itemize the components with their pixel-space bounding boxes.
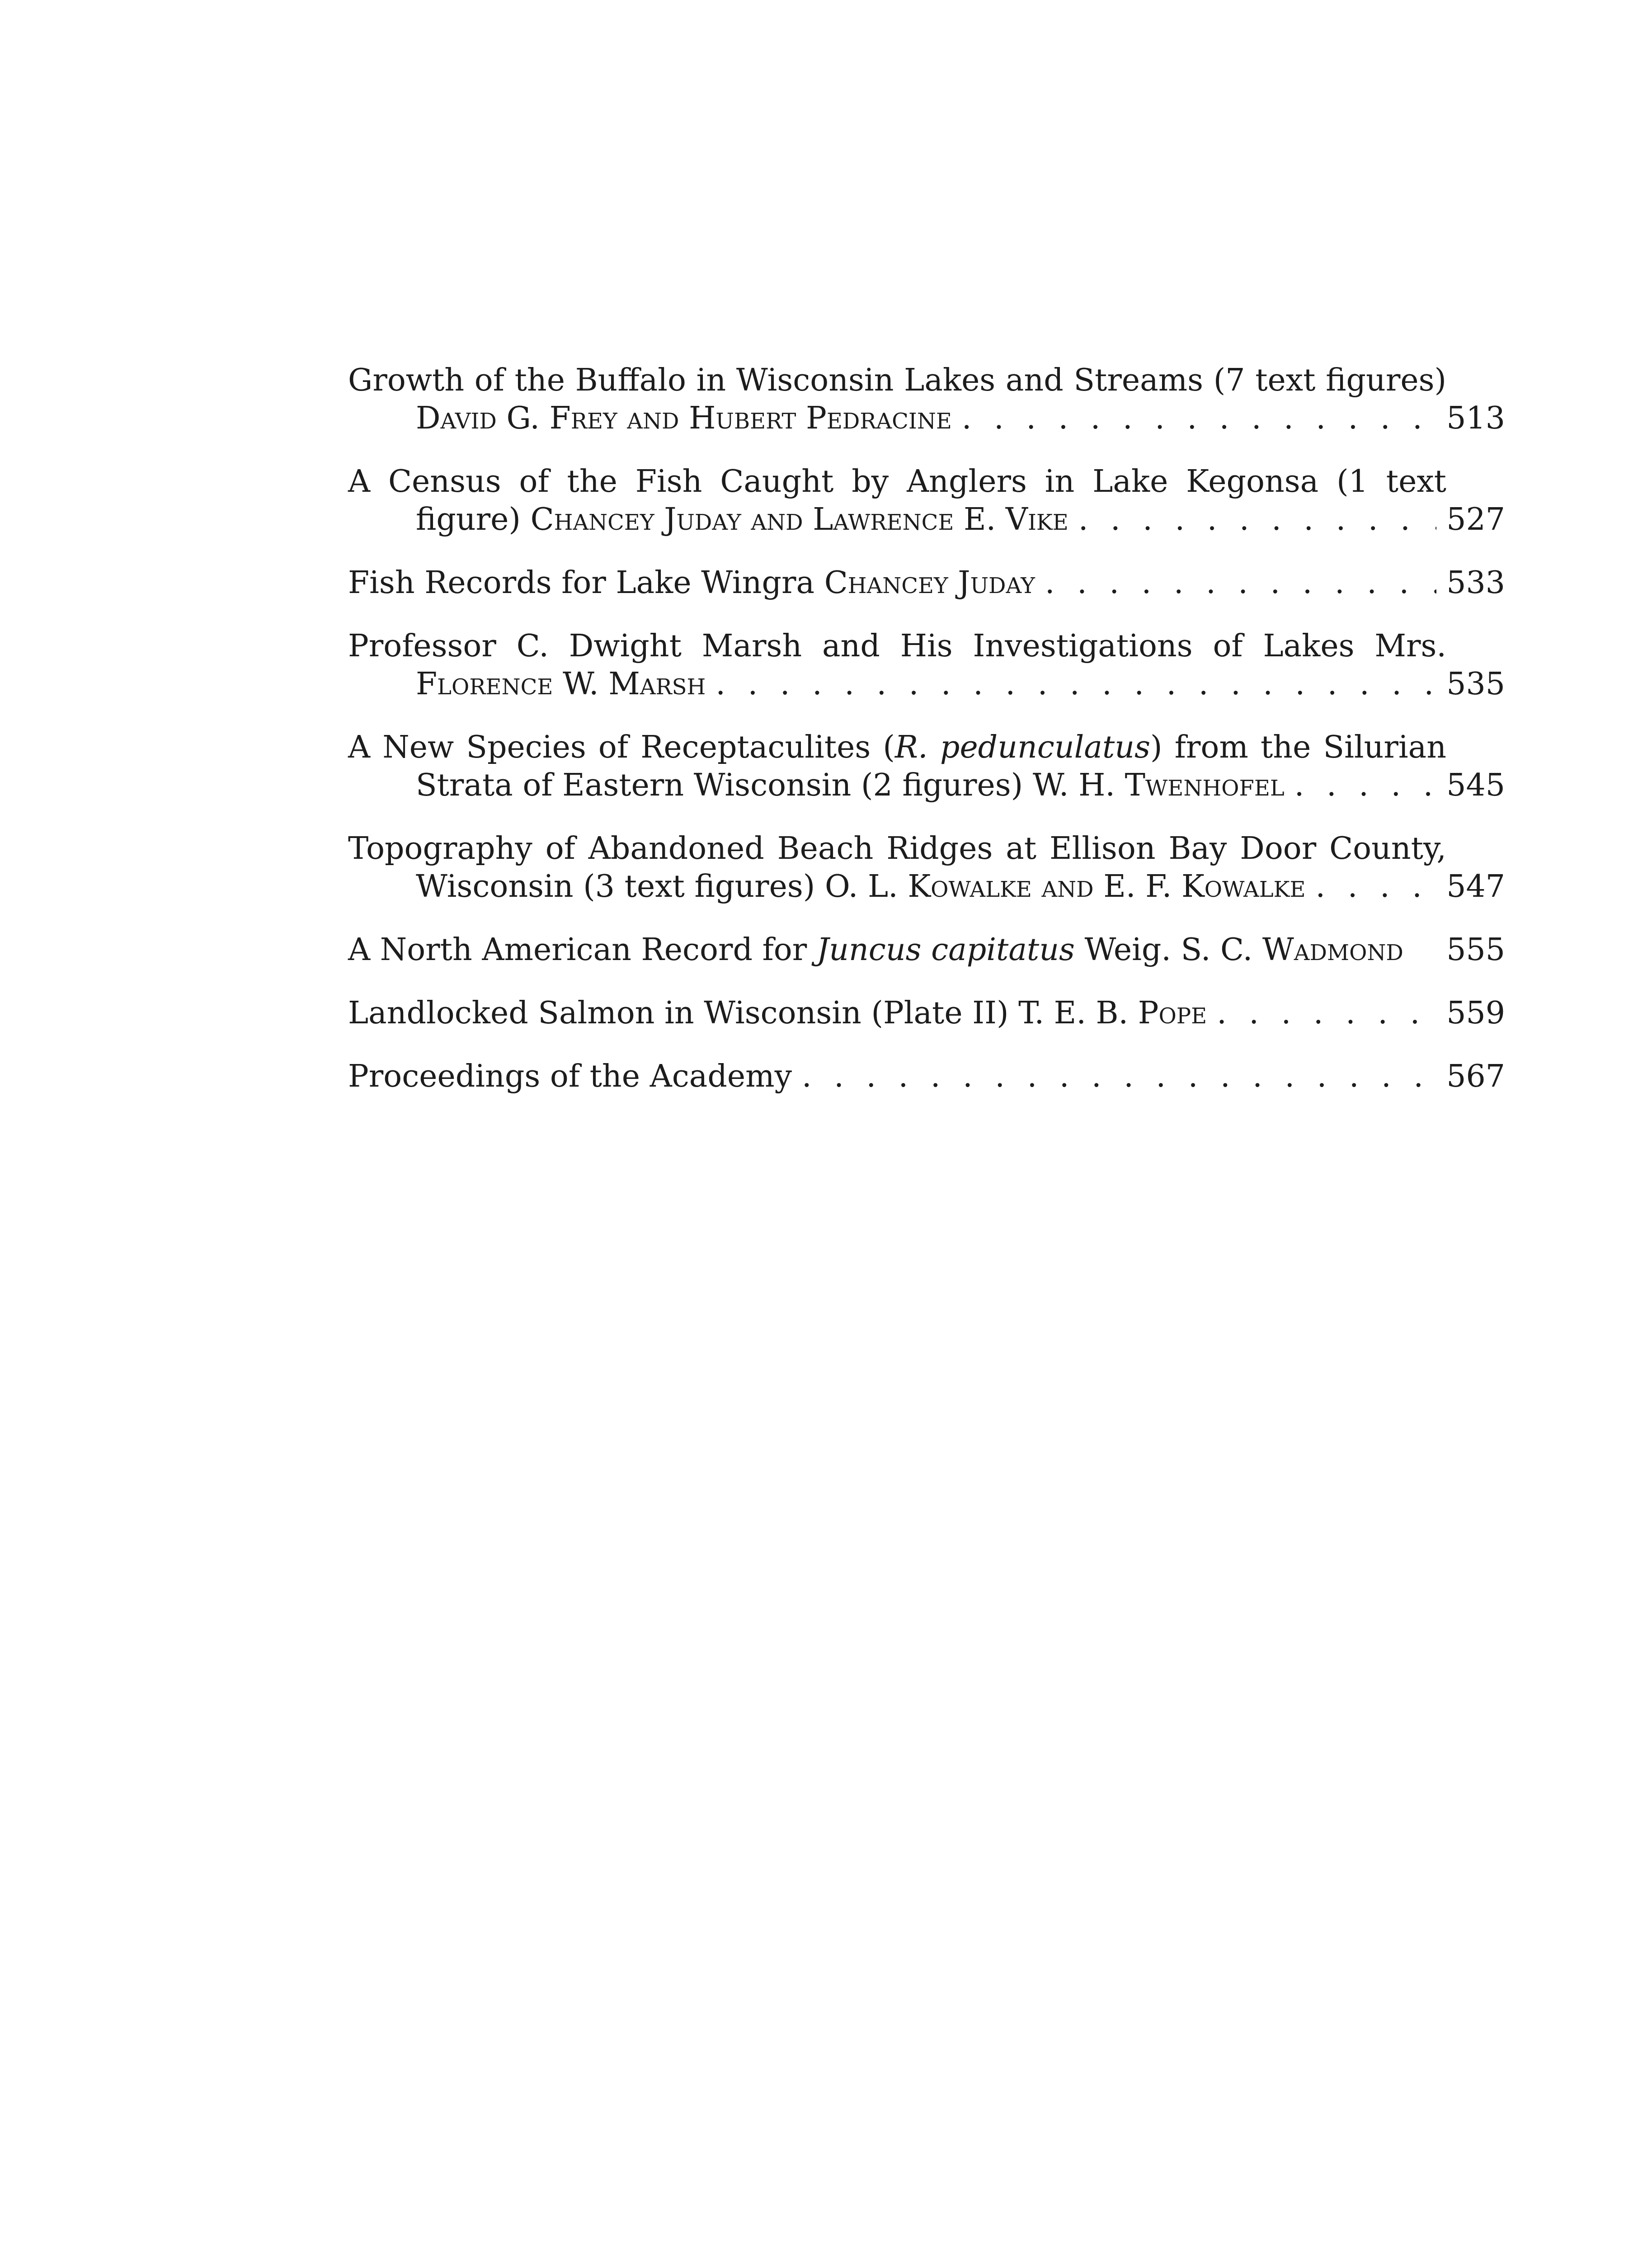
dot-leader: [1294, 767, 1436, 805]
entry-title-continued: Wisconsin (3 text figures): [416, 869, 815, 904]
page-number: 535: [1446, 666, 1505, 702]
page-number: 555: [1446, 932, 1505, 968]
entry-row: [348, 1058, 1505, 1096]
page-number: 559: [1446, 995, 1505, 1031]
entry-title: Fish Records for Lake Wingra: [348, 565, 815, 601]
entry-author-row: [348, 501, 1505, 539]
entry-title: Growth of the Buffalo in Wisconsin Lakes and Streams (7 text figures): [348, 363, 1446, 398]
entry-author-row: [348, 665, 1505, 703]
toc-entry: [348, 830, 1505, 906]
toc-entry: [348, 1058, 1505, 1096]
entry-authors: David G. Frey and Hubert Pedracine: [416, 400, 952, 436]
entry-title-end: ) from the Silurian: [1150, 730, 1446, 765]
entry-row: [348, 994, 1505, 1032]
entry-title: A Census of the Fish Caught by Anglers in Lake Kegonsa (1 text: [348, 464, 1446, 499]
entry-title-continued: figure): [416, 502, 521, 537]
entry-title: A North American Record for: [348, 932, 807, 968]
species-authority: Weig.: [1084, 932, 1172, 968]
entry-title: Professor C. Dwight Marsh and His Investigations of Lakes Mrs.: [348, 628, 1446, 664]
page-number: 547: [1446, 869, 1505, 904]
entry-title: Landlocked Salmon in Wisconsin (Plate II): [348, 995, 1009, 1031]
page-number: 567: [1446, 1059, 1505, 1094]
entry-authors: S. C. Wadmond: [1181, 932, 1403, 968]
entry-authors: W. H. Twenhofel: [1032, 767, 1285, 803]
entry-row: [348, 931, 1505, 969]
toc-entry: [348, 627, 1505, 703]
entry-authors: Chancey Juday: [824, 565, 1035, 601]
dot-leader: [1316, 868, 1437, 906]
dot-leader: [715, 665, 1436, 703]
dot-leader: [802, 1058, 1436, 1096]
entry-title-start: A New Species of Receptaculites (: [348, 730, 895, 765]
page-number: 513: [1446, 400, 1505, 436]
toc-entry: [348, 931, 1505, 969]
entry-authors: Chancey Juday and Lawrence E. Vike: [530, 502, 1068, 537]
entry-author-row: [348, 400, 1505, 438]
toc-entry: [348, 564, 1505, 602]
table-of-contents: [348, 362, 1505, 1121]
entry-author-row: [348, 767, 1505, 805]
entry-title: Topography of Abandoned Beach Ridges at Ellison Bay Door County,: [348, 831, 1446, 866]
dot-leader: [1217, 994, 1436, 1032]
toc-entry: [348, 362, 1505, 438]
toc-entry: [348, 729, 1505, 805]
dot-leader: [1045, 564, 1436, 602]
entry-authors: T. E. B. Pope: [1018, 995, 1207, 1031]
page-number: 527: [1446, 502, 1505, 537]
entry-author-row: [348, 868, 1505, 906]
entry-title: [348, 729, 1505, 767]
toc-entry: [348, 463, 1505, 539]
entry-title-continued: Strata of Eastern Wisconsin (2 figures): [416, 767, 1023, 803]
entry-authors: O. L. Kowalke and E. F. Kowalke: [824, 869, 1306, 904]
species-name: R. pedunculatus: [894, 730, 1150, 765]
dot-leader: [962, 400, 1436, 438]
page-number: 533: [1446, 565, 1505, 601]
dot-leader: [1078, 501, 1436, 539]
entry-authors: Florence W. Marsh: [416, 666, 706, 702]
page-number: 545: [1446, 767, 1505, 803]
species-name: Juncus capitatus: [816, 932, 1075, 968]
entry-row: [348, 564, 1505, 602]
entry-title: Proceedings of the Academy: [348, 1059, 792, 1094]
toc-entry: [348, 994, 1505, 1032]
